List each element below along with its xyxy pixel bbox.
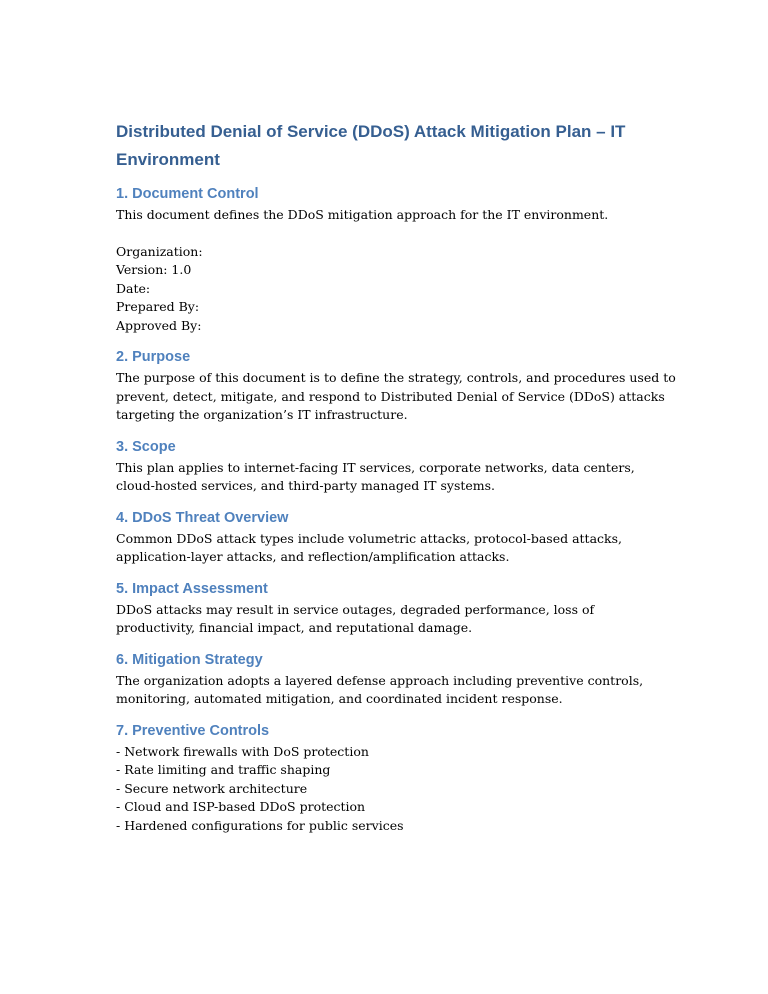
field-approved-by: Approved By: bbox=[116, 317, 202, 333]
field-version: Version: 1.0 bbox=[116, 262, 192, 277]
section-heading: 5. Impact Assessment bbox=[116, 580, 268, 597]
section-heading: 1. Document Control bbox=[116, 186, 259, 202]
section-heading: 6. Mitigation Strategy bbox=[116, 651, 263, 668]
section-text: This document defines the DDoS mitigation approach for the IT environment. bbox=[116, 207, 609, 222]
section-text: Common DDoS attack types include volumetric attacks, protocol-based attacks, application-layer attacks, and reflection/amplification attacks. bbox=[116, 530, 622, 564]
section-text: The organization adopts a layered defense approach including preventive controls, monitoring, automated mitigation, and coordinated incident response. bbox=[116, 672, 644, 706]
field-date: Date: bbox=[116, 280, 151, 296]
list-item: - Hardened configurations for public services bbox=[116, 817, 404, 833]
section-text: The purpose of this document is to define the strategy, controls, and procedures used to prevent, detect, mitigate, and respond to Distributed Denial of Service (DDoS) attacks targeting the organization’s IT infrastructure. bbox=[116, 370, 676, 422]
list-item: - Rate limiting and traffic shaping bbox=[116, 762, 331, 777]
list-item: - Network firewalls with DoS protection bbox=[116, 743, 369, 759]
section-heading: 3. Scope bbox=[116, 438, 176, 455]
list-item: - Cloud and ISP-based DDoS protection bbox=[116, 799, 366, 814]
document-body bbox=[116, 118, 676, 835]
section-text: DDoS attacks may result in service outages, degraded performance, loss of productivity, financial impact, and reputational damage. bbox=[116, 601, 595, 635]
document-title: Distributed Denial of Service (DDoS) Attack Mitigation Plan – IT Environment bbox=[116, 122, 626, 169]
section-heading: 4. DDoS Threat Overview bbox=[116, 509, 289, 526]
section-text: This plan applies to internet-facing IT services, corporate networks, data centers, cloud-hosted services, and third-party managed IT systems. bbox=[116, 459, 635, 493]
field-organization: Organization: bbox=[116, 243, 203, 259]
section-heading: 7. Preventive Controls bbox=[116, 722, 270, 739]
field-prepared-by: Prepared By: bbox=[116, 299, 200, 314]
list-item: - Secure network architecture bbox=[116, 780, 308, 796]
section-heading: 2. Purpose bbox=[116, 349, 191, 365]
